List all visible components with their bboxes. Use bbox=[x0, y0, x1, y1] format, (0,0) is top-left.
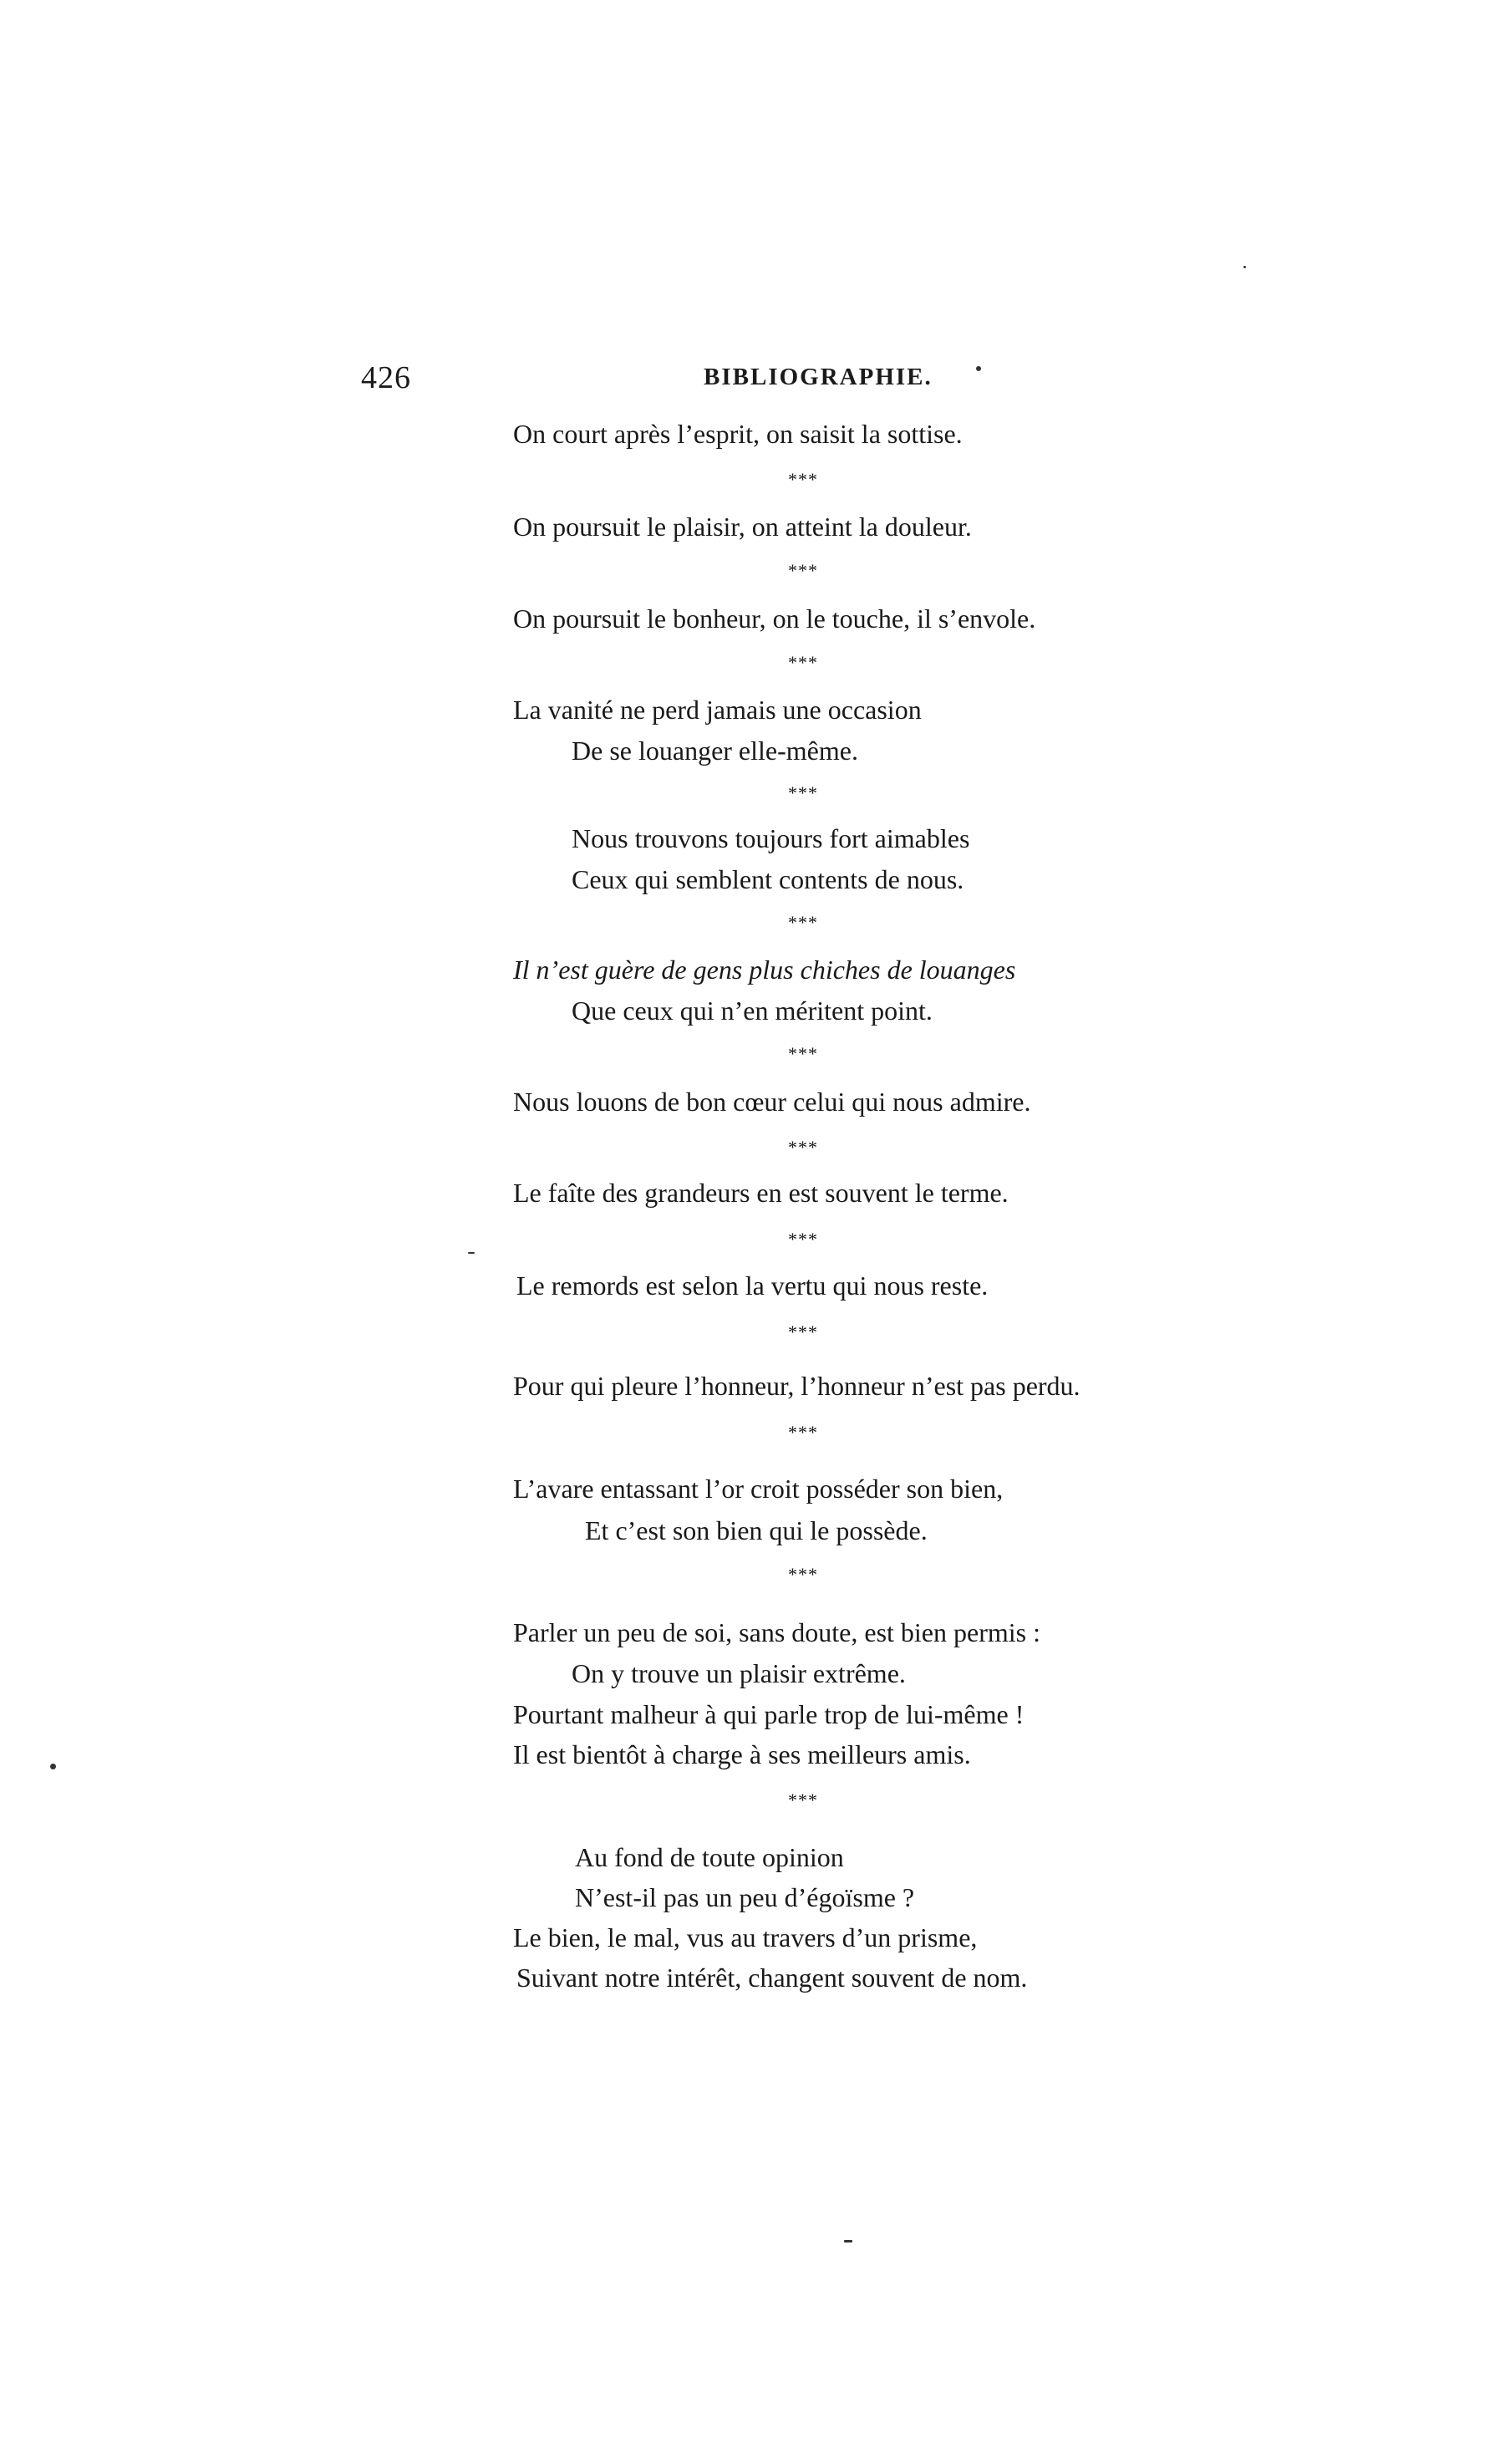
maxim-line: Il est bientôt à charge à ses meilleurs amis. bbox=[513, 1739, 971, 1769]
maxim-line: Au fond de toute opinion bbox=[575, 1842, 844, 1872]
maxim-line: Parler un peu de soi, sans doute, est bien permis : bbox=[513, 1617, 1040, 1647]
maxim-line: Nous trouvons toujours fort aimables bbox=[572, 823, 970, 853]
separator-asterisks: *** bbox=[788, 469, 818, 490]
maxim-line: N’est-il pas un peu d’égoïsme ? bbox=[575, 1882, 915, 1912]
maxim-line: On poursuit le bonheur, on le touche, il s’envole. bbox=[513, 603, 1036, 634]
maxim-line: Ceux qui semblent contents de nous. bbox=[572, 864, 964, 894]
maxim-line: La vanité ne perd jamais une occasion bbox=[513, 695, 922, 725]
separator-asterisks: *** bbox=[788, 1564, 818, 1585]
maxim-line: On y trouve un plaisir extrême. bbox=[572, 1658, 906, 1688]
scan-speck bbox=[1243, 266, 1246, 268]
maxim-line: L’avare entassant l’or croit posséder son bien, bbox=[513, 1474, 1004, 1504]
maxim-line: On poursuit le plaisir, on atteint la douleur. bbox=[513, 512, 972, 542]
maxim-line: Pour qui pleure l’honneur, l’honneur n’est pas perdu. bbox=[513, 1371, 1081, 1401]
running-title: BIBLIOGRAPHIE. bbox=[704, 364, 933, 390]
maxim-line: Pourtant malheur à qui parle trop de lui-même ! bbox=[513, 1699, 1025, 1729]
maxim-line: Le faîte des grandeurs en est souvent le terme. bbox=[513, 1178, 1009, 1208]
page-number: 426 bbox=[361, 360, 411, 395]
separator-asterisks: *** bbox=[788, 912, 818, 933]
separator-asterisks: *** bbox=[788, 560, 818, 581]
separator-asterisks: *** bbox=[788, 1229, 818, 1250]
maxim-line: Nous louons de bon cœur celui qui nous admire. bbox=[513, 1087, 1031, 1117]
maxim-line: Il n’est guère de gens plus chiches de louanges bbox=[513, 955, 1016, 985]
page-header bbox=[361, 359, 1013, 401]
maxim-line: De se louanger elle-même. bbox=[572, 736, 858, 766]
separator-asterisks: *** bbox=[788, 652, 818, 673]
scan-speck bbox=[844, 2240, 852, 2243]
separator-asterisks: *** bbox=[788, 1321, 818, 1342]
scan-speck bbox=[50, 1764, 56, 1769]
separator-asterisks: *** bbox=[788, 1422, 818, 1443]
maxim-line: Suivant notre intérêt, changent souvent de nom. bbox=[516, 1963, 1028, 1993]
separator-asterisks: *** bbox=[788, 1789, 818, 1810]
separator-asterisks: *** bbox=[788, 782, 818, 803]
scan-speck bbox=[468, 1252, 475, 1254]
maxim-line: Et c’est son bien qui le possède. bbox=[585, 1515, 928, 1545]
scan-speck bbox=[976, 366, 981, 371]
separator-asterisks: *** bbox=[788, 1137, 818, 1158]
maxim-line: On court après l’esprit, on saisit la sottise. bbox=[513, 419, 963, 449]
maxim-line: Le remords est selon la vertu qui nous reste. bbox=[516, 1270, 989, 1301]
maxim-line: Le bien, le mal, vus au travers d’un prisme, bbox=[513, 1922, 978, 1952]
maxim-line: Que ceux qui n’en méritent point. bbox=[572, 995, 933, 1026]
separator-asterisks: *** bbox=[788, 1043, 818, 1064]
